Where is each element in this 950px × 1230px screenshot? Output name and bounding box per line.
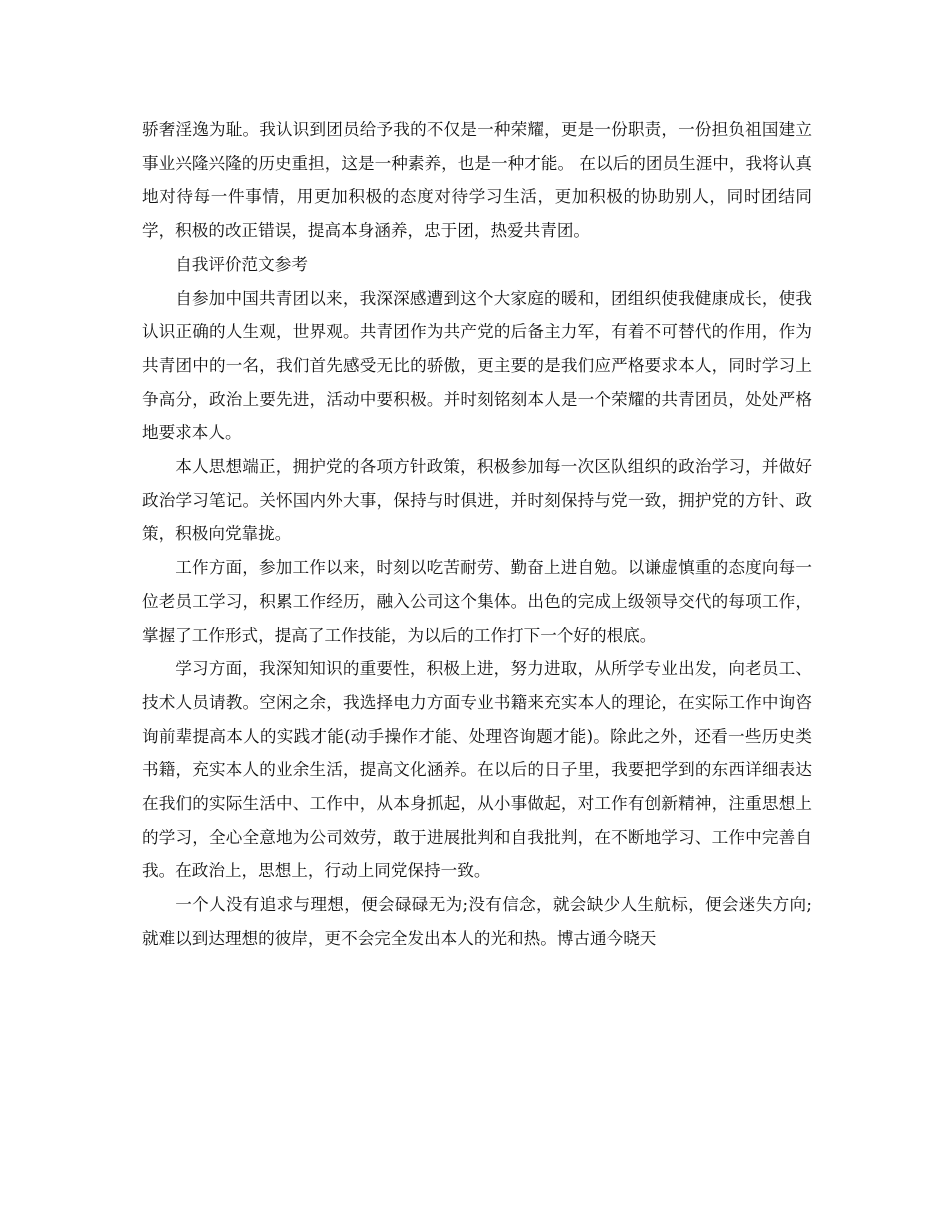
paragraph-joining-league: 自参加中国共青团以来，我深深感遭到这个大家庭的暖和，团组织使我健康成长，使我认识正确的人生观，世界观。共青团作为共产党的后备主力军，有着不可替代的作用，作为共青团中的一名，我们首先感受无比的骄傲，更主要的是我们应严格要求本人，同时学习上争高分，政治上要先进，活动中要积极。并时刻铭刻本人是一个荣耀的共青团员，处处严格地要求本人。 xyxy=(142,288,812,443)
paragraph-ideals: 一个人没有追求与理想，便会碌碌无为;没有信念，就会缺少人生航标，便会迷失方向;就难以到达理想的彼岸，更不会完全发出本人的光和热。博古通今晓天 xyxy=(142,895,812,948)
paragraph-continuation: 骄奢淫逸为耻。我认识到团员给予我的不仅是一种荣耀，更是一份职责，一份担负祖国建立事业兴隆兴隆的历史重担，这是一种素养，也是一种才能。 在以后的团员生涯中，我将认真地对待每一件事情，用更加积极的态度对待学习生活，更加积极的协助别人，同时团结同学，积极的改正错误，提高本身涵养，忠于团，热爱共青团。 xyxy=(142,120,812,241)
document-page xyxy=(142,113,812,956)
paragraph-work: 工作方面，参加工作以来，时刻以吃苦耐劳、勤奋上进自勉。以谦虚慎重的态度向每一位老员工学习，积累工作经历，融入公司这个集体。出色的完成上级领导交代的每项工作，掌握了工作形式，提高了工作技能，为以后的工作打下一个好的根底。 xyxy=(142,558,812,645)
section-heading: 自我评价范文参考 xyxy=(175,254,308,274)
paragraph-ideology: 本人思想端正，拥护党的各项方针政策，积极参加每一次区队组织的政治学习，并做好政治学习笔记。关怀国内外大事，保持与时俱进，并时刻保持与党一致，拥护党的方针、政策，积极向党靠拢。 xyxy=(142,457,812,544)
paragraph-study: 学习方面，我深知知识的重要性，积极上进，努力进取，从所学专业出发，向老员工、技术人员请教。空闲之余，我选择电力方面专业书籍来充实本人的理论，在实际工作中询咨询前辈提高本人的实践才能(动手操作才能、处理咨询题才能)。除此之外，还看一些历史类书籍，充实本人的业余生活，提高文化涵养。在以后的日子里，我要把学到的东西详细表达在我们的实际生活中、工作中，从本身抓起，从小事做起，对工作有创新精神，注重思想上的学习，全心全意地为公司效劳，敢于进展批判和自我批判，在不断地学习、工作中完善自我。在政治上，思想上，行动上同党保持一致。 xyxy=(142,659,812,881)
